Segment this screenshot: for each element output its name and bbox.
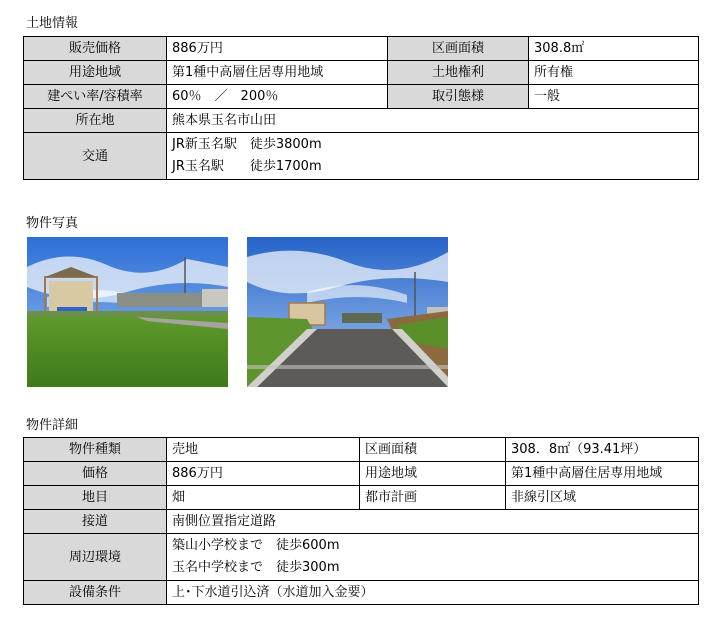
price-value: 886万円 xyxy=(167,37,388,61)
price-value: 886万円 xyxy=(167,462,360,486)
property-photo-2 xyxy=(247,237,448,387)
zoning-label: 用途地域 xyxy=(24,61,167,85)
property-type-label: 物件種類 xyxy=(24,438,167,462)
table-row xyxy=(24,534,699,581)
traffic-label: 交通 xyxy=(24,133,167,180)
traffic-value xyxy=(167,133,699,180)
table-row xyxy=(24,462,699,486)
land-info-title: 土地情報 xyxy=(26,16,79,31)
surroundings-value xyxy=(167,534,699,581)
table-row xyxy=(24,438,699,462)
traffic-line: JR玉名駅 徒歩1700m xyxy=(172,159,322,174)
zoning-value: 第1種中高層住居専用地域 xyxy=(506,462,699,486)
table-row xyxy=(24,85,699,109)
zoning-label: 用途地域 xyxy=(360,462,506,486)
table-row xyxy=(24,486,699,510)
table-row xyxy=(24,109,699,133)
price-label: 販売価格 xyxy=(24,37,167,61)
surroundings-line: 築山小学校まで 徒歩600m xyxy=(172,538,340,553)
road-access-label: 接道 xyxy=(24,510,167,534)
details-table xyxy=(23,437,699,605)
land-info-table xyxy=(23,36,699,180)
price-label: 価格 xyxy=(24,462,167,486)
coverage-ratio-label: 建ぺい率/容積率 xyxy=(24,85,167,109)
table-row xyxy=(24,37,699,61)
road-access-value: 南側位置指定道路 xyxy=(167,510,699,534)
table-row xyxy=(24,581,699,605)
surroundings-line: 玉名中学校まで 徒歩300m xyxy=(172,560,340,575)
photos-title: 物件写真 xyxy=(26,216,79,231)
table-row xyxy=(24,61,699,85)
lot-area-label: 区画面積 xyxy=(388,37,529,61)
facilities-label: 設備条件 xyxy=(24,581,167,605)
transaction-type-label: 取引態様 xyxy=(388,85,529,109)
facilities-value: 上･下水道引込済（水道加入金要） xyxy=(167,581,699,605)
transaction-type-value: 一般 xyxy=(529,85,699,109)
location-label: 所在地 xyxy=(24,109,167,133)
table-row xyxy=(24,133,699,180)
coverage-ratio-value: 60％ ／ 200％ xyxy=(167,85,388,109)
lot-area-value: 308．8㎡（93.41坪） xyxy=(506,438,699,462)
land-rights-label: 土地権利 xyxy=(388,61,529,85)
property-photo-1 xyxy=(27,237,228,387)
table-row xyxy=(24,510,699,534)
traffic-line: JR新玉名駅 徒歩3800m xyxy=(172,137,322,152)
details-title: 物件詳細 xyxy=(26,418,79,433)
city-planning-label: 都市計画 xyxy=(360,486,506,510)
location-value: 熊本県玉名市山田 xyxy=(167,109,699,133)
land-category-value: 畑 xyxy=(167,486,360,510)
lot-area-value: 308.8㎡ xyxy=(529,37,699,61)
land-rights-value: 所有権 xyxy=(529,61,699,85)
property-type-value: 売地 xyxy=(167,438,360,462)
city-planning-value: 非線引区域 xyxy=(506,486,699,510)
surroundings-label: 周辺環境 xyxy=(24,534,167,581)
zoning-value: 第1種中高層住居専用地域 xyxy=(167,61,388,85)
land-category-label: 地目 xyxy=(24,486,167,510)
lot-area-label: 区画面積 xyxy=(360,438,506,462)
